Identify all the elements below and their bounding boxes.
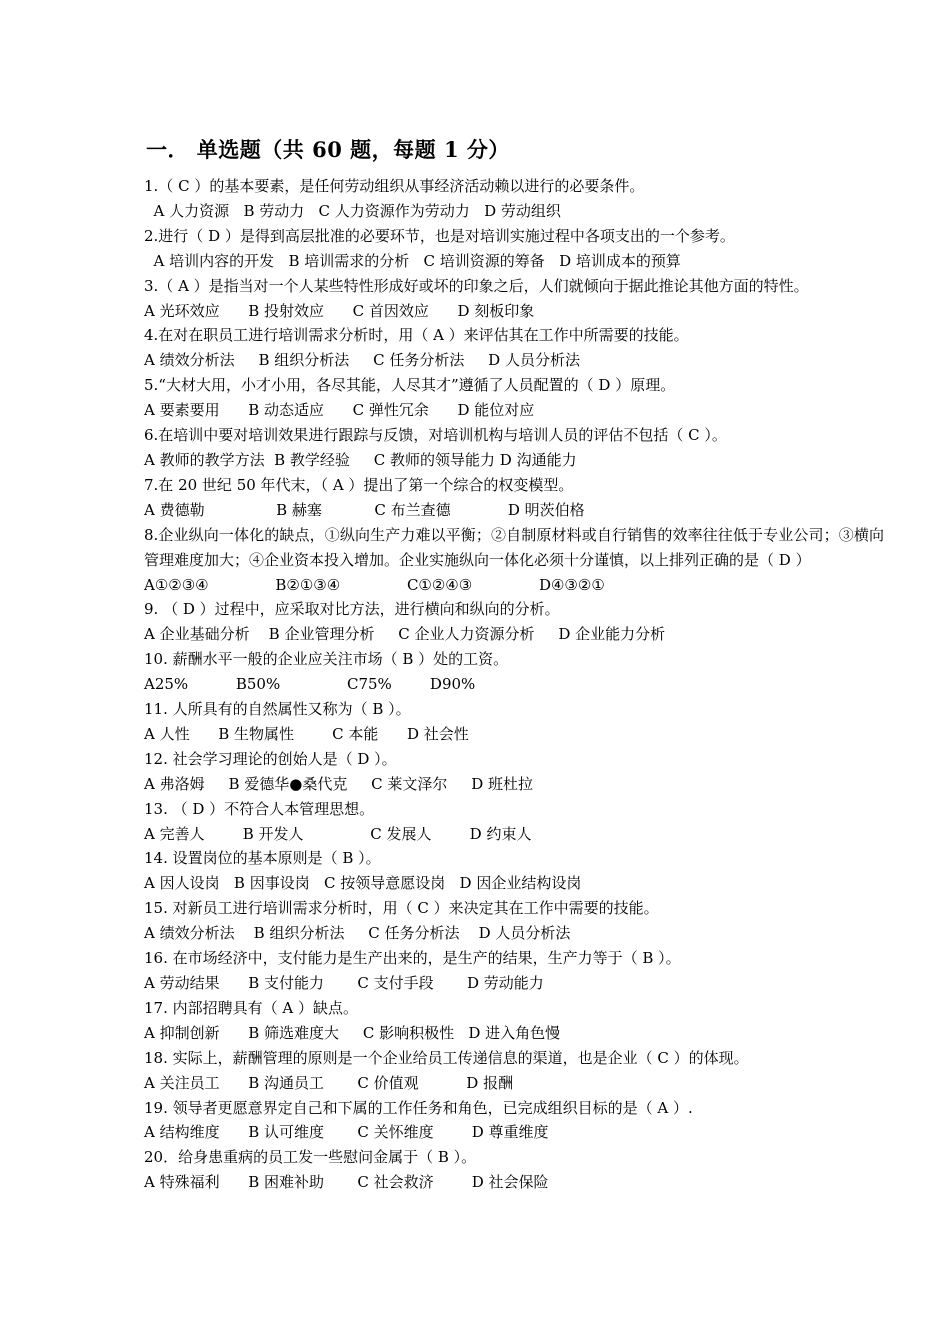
question-options: A 完善人 B 开发人 C 发展人 D 约束人 — [144, 824, 532, 843]
question-options: A 特殊福利 B 困难补助 C 社会救济 D 社会保险 — [144, 1173, 549, 1192]
question-text: 1.（ C ）的基本要素，是任何劳动组织从事经济活动赖以进行的必要条件。 — [144, 177, 645, 195]
question-text: 6.在培训中要对培训效果进行跟踪与反馈，对培训机构与培训人员的评估不包括（ C ）。 — [144, 426, 727, 445]
question-options: A 教师的教学方法 B 教学经验 C 教师的领导能力 D 沟通能力 — [144, 450, 577, 469]
question-options: A 绩效分析法 B 组织分析法 C 任务分析法 D 人员分析法 — [144, 924, 571, 943]
question-text: 14. 设置岗位的基本原则是（ B ）。 — [144, 849, 381, 868]
question-text: 16. 在市场经济中，支付能力是生产出来的，是生产的结果，生产力等于（ B ）。 — [144, 949, 681, 968]
question-text: 9. （ D ）过程中，应采取对比方法，进行横向和纵向的分析。 — [144, 600, 560, 619]
question-options: A 抑制创新 B 筛选难度大 C 影响积极性 D 进入角色慢 — [144, 1023, 561, 1042]
question-text: 17. 内部招聘具有（ A ）缺点。 — [144, 998, 358, 1017]
question-options: A 绩效分析法 B 组织分析法 C 任务分析法 D 人员分析法 — [144, 351, 580, 370]
question-options: A 因人设岗 B 因事设岗 C 按领导意愿设岗 D 因企业结构设岗 — [144, 874, 582, 893]
question-text: 4.在对在职员工进行培训需求分析时，用（ A ）来评估其在工作中所需要的技能。 — [144, 326, 689, 345]
question-text: 5.“大材大用，小才小用，各尽其能，人尽其才”遵循了人员配置的（ D ）原理。 — [144, 376, 676, 395]
question-text: 7.在 20 世纪 50 年代末，（ A ）提出了第一个综合的权变模型。 — [144, 475, 574, 494]
question-options: A25% B50% C75% D90% — [144, 675, 476, 694]
question-options: A 要素要用 B 动态适应 C 弹性冗余 D 能位对应 — [144, 401, 535, 420]
question-text: 20．给身患重病的员工发一些慰问金属于（ B ）。 — [144, 1148, 477, 1167]
question-text: 18. 实际上，薪酬管理的原则是一个企业给员工传递信息的渠道，也是企业（ C ）的体现。 — [144, 1048, 749, 1067]
question-text: 2.进行（ D ）是得到高层批准的必要环节，也是对培训实施过程中各项支出的一个参考。 — [144, 226, 735, 245]
question-text: 8.企业纵向一体化的缺点，①纵向生产力难以平衡；②自制原材料或自行销售的效率往往低于专业公司；③横向管理难度加大；④企业资本投入增加。企业实施纵向一体化必须十分谨慎，以上排列正确的是（ D ） — [144, 525, 884, 569]
question-text: 10. 薪酬水平一般的企业应关注市场（ B ）处的工资。 — [144, 650, 509, 669]
question-options: A 人性 B 生物属性 C 本能 D 社会性 — [144, 724, 469, 743]
question-options: A 费德勒 B 赫塞 C 布兰查德 D 明茨伯格 — [144, 500, 585, 519]
question-text: 12. 社会学习理论的创始人是（ D ）。 — [144, 749, 397, 768]
question-options: A 企业基础分析 B 企业管理分析 C 企业人力资源分析 D 企业能力分析 — [144, 625, 666, 644]
question-options: A 人力资源 B 劳动力 C 人力资源作为劳动力 D 劳动组织 — [144, 201, 561, 220]
question-text: 11. 人所具有的自然属性又称为（ B ）。 — [144, 700, 411, 719]
question-list — [144, 174, 884, 1195]
question-options: A 结构维度 B 认可维度 C 关怀维度 D 尊重维度 — [144, 1123, 549, 1142]
question-options: A 培训内容的开发 B 培训需求的分析 C 培训资源的筹备 D 培训成本的预算 — [144, 251, 681, 270]
section-heading: 一． 单选题（共 60 题，每题 1 分） — [146, 137, 510, 162]
question-options: A①②③④ B②①③④ C①②④③ D④③②① — [144, 575, 605, 594]
question-options: A 劳动结果 B 支付能力 C 支付手段 D 劳动能力 — [144, 974, 544, 992]
question-options: A 光环效应 B 投射效应 C 首因效应 D 刻板印象 — [144, 301, 535, 320]
question-options: A 关注员工 B 沟通员工 C 价值观 D 报酬 — [144, 1073, 514, 1092]
question-text: 19. 领导者更愿意界定自己和下属的工作任务和角色，已完成组织目标的是（ A ）. — [144, 1098, 693, 1117]
question-text: 3.（ A ）是指当对一个人某些特性形成好或坏的印象之后，人们就倾向于据此推论其他方面的特性。 — [144, 276, 809, 295]
question-text: 13. （ D ）不符合人本管理思想。 — [144, 799, 375, 818]
question-text: 15. 对新员工进行培训需求分析时，用（ C ）来决定其在工作中需要的技能。 — [144, 899, 659, 918]
question-options: A 弗洛姆 B 爱德华●桑代克 C 莱文泽尔 D 班杜拉 — [144, 774, 534, 793]
